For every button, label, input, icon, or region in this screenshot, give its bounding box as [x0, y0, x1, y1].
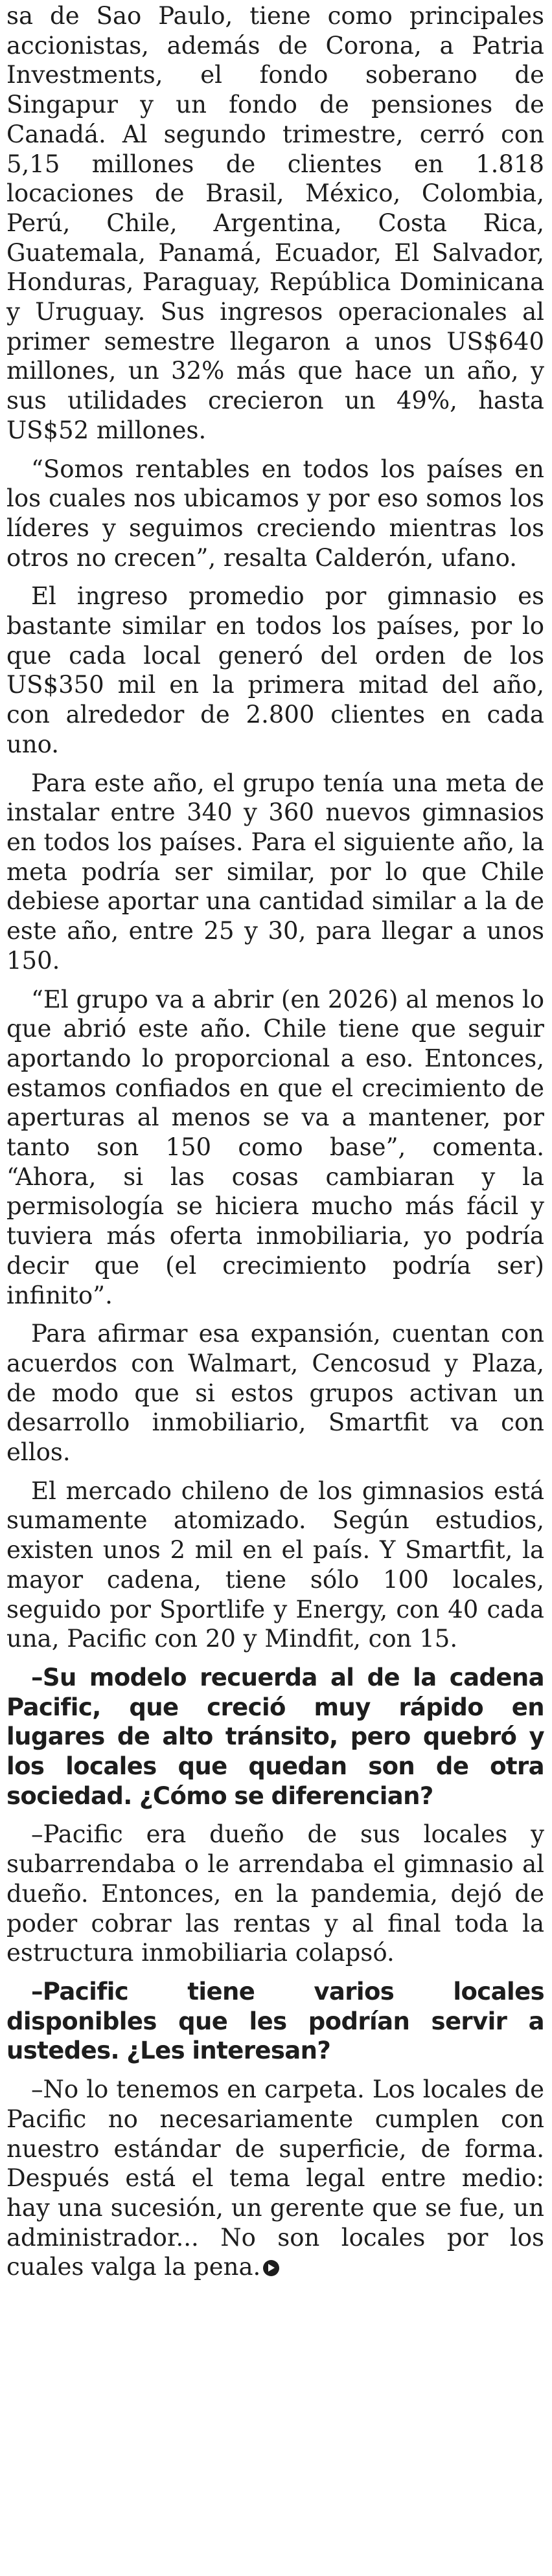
article-paragraph: “El grupo va a abrir (en 2026) al menos lo que abrió este año. Chile tiene que seguir aportando lo proporcional a eso. Entonces, estamos confiados en que el crecimiento de aperturas al menos se va a mantener, por tanto son 150 como base”, comenta. “Ahora, si las cosas cambiaran y la permisología se hiciera mucho más fácil y tuviera más oferta inmobiliaria, yo podría decir que (el crecimiento podría ser) infinito”.: [6, 985, 544, 1309]
interview-question: –Pacific tiene varios locales disponibles que les podrían servir a ustedes. ¿Les interesan?: [6, 1978, 544, 2065]
interview-answer-text: –No lo tenemos en carpeta. Los locales de Pacific no necesariamente cumplen con nuestro estándar de superficie, de forma. Después está el tema legal entre medio: hay una sucesión, un gerente que se fue, un administrador... No son locales por los cuales valga la pena.: [6, 2075, 544, 2281]
article-paragraph: Para afirmar esa expansión, cuentan con acuerdos con Walmart, Cencosud y Plaza, de modo que si estos grupos activan un desarrollo inmobiliario, Smartfit va con ellos.: [6, 1320, 544, 1467]
interview-answer: –Pacific era dueño de sus locales y subarrendaba o le arrendaba el gimnasio al dueño. Entonces, en la pandemia, dejó de poder cobrar las rentas y al final toda la estructura inmobiliaria colapsó.: [6, 1820, 544, 1967]
article-paragraph: Para este año, el grupo tenía una meta de instalar entre 340 y 360 nuevos gimnasios en todos los países. Para el siguiente año, la meta podría ser similar, por lo que Chile debiese aportar una cantidad similar a la de este año, entre 25 y 30, para llegar a unos 150.: [6, 769, 544, 975]
article-paragraph: El ingreso promedio por gimnasio es bastante similar en todos los países, por lo que cada local generó del orden de los US$350 mil en la primera mitad del año, con alrededor de 2.800 clientes en cada uno.: [6, 582, 544, 758]
end-of-article-icon: [263, 2260, 279, 2276]
article-paragraph: “Somos rentables en todos los países en los cuales nos ubicamos y por eso somos los líderes y seguimos creciendo mientras los otros no crecen”, resalta Calderón, ufano.: [6, 455, 544, 572]
article-paragraph: El mercado chileno de los gimnasios está sumamente atomizado. Según estudios, existen unos 2 mil en el país. Y Smartfit, la mayor cadena, tiene sólo 100 locales, seguido por Sportlife y Energy, con 40 cada una, Pacific con 20 y Mindfit, con 15.: [6, 1476, 544, 1653]
article-paragraph: sa de Sao Paulo, tiene como principales accionistas, además de Corona, a Patria Investments, el fondo soberano de Singapur y un fondo de pensiones de Canadá. Al segundo trimestre, cerró con 5,15 millones de clientes en 1.818 locaciones de Brasil, México, Colombia, Perú, Chile, Argentina, Costa Rica, Guatemala, Panamá, Ecuador, El Salvador, Honduras, Paraguay, República Dominicana y Uruguay. Sus ingresos operacionales al primer semestre llegaron a unos US$640 millones, un 32% más que hace un año, y sus utilidades crecieron un 49%, hasta US$52 millones.: [6, 2, 544, 444]
interview-question: –Su modelo recuerda al de la cadena Pacific, que creció muy rápido en lugares de alto tránsito, pero quebró y los locales que quedan son de otra sociedad. ¿Cómo se diferencian?: [6, 1663, 544, 1810]
interview-answer: [6, 2075, 544, 2282]
